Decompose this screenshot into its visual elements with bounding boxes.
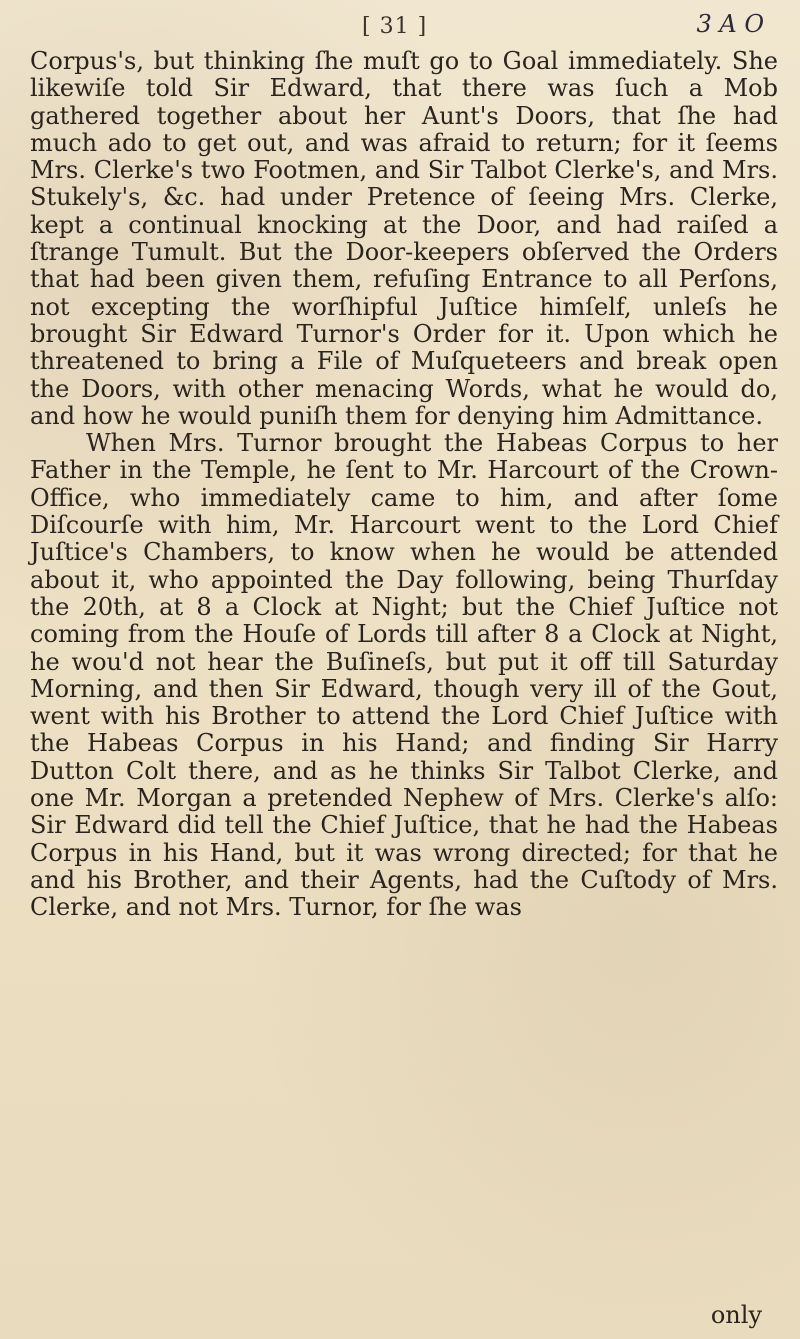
page-number: [ 31 ]	[362, 14, 428, 39]
paragraph: When Mrs. Turnor brought the Habeas Corpus to her Father in the Temple, he ſent to Mr. Harcourt of the Crown-Office, who immediately came to him, and after ſome Diſcourſe with him, Mr. Harcourt went to the Lord Chief Juſtice's Chambers, to know when he would be attended about it, who appointed the Day following, being Thurſday the 20th, at 8 a Clock at Night; but the Chief Juſtice not coming from the Houſe of Lords till after 8 a Clock at Night, he wou'd not hear the Buſineſs, but put it off till Saturday Morning, and then Sir Edward, though very ill of the Gout, went with his Brother to attend the Lord Chief Juſtice with the Habeas Corpus in his Hand; and finding Sir Harry Dutton Colt there, and as he thinks Sir Talbot Clerke, and one Mr. Morgan a pretended Nephew of Mrs. Clerke's alſo: Sir Edward did tell the Chief Juſtice, that he had the Habeas Corpus in his Hand, but it was wrong directed; for that he and his Brother, and their Agents, had the Cuſtody of Mrs. Clerke, and not Mrs. Turnor, for ſhe was	[30, 429, 778, 922]
paragraph: Corpus's, but thinking ſhe muſt go to Goal immediately. She likewiſe told Sir Edward, that there was ſuch a Mob gathered together about her Aunt's Doors, that ſhe had much ado to get out, and was afraid to return; for it ſeems Mrs. Clerke's two Footmen, and Sir Talbot Clerke's, and Mrs. Stukely's, &c. had under Pretence of ſeeing Mrs. Clerke, kept a continual knocking at the Door, and had raiſed a ſtrange Tumult. But the Door-keepers obſerved the Orders that had been given them, refuſing Entrance to all Perſons, not excepting the worſhipful Juſtice himſelf, unleſs he brought Sir Edward Turnor's Order for it. Upon which he threatened to bring a File of Muſqueteers and break open the Doors, with other menacing Words, what he would do, and how he would puniſh them for denying him Admittance.	[30, 47, 778, 430]
handwritten-note: 3 A O	[696, 10, 764, 38]
catchword: only	[710, 1301, 762, 1329]
body-text	[30, 48, 778, 922]
